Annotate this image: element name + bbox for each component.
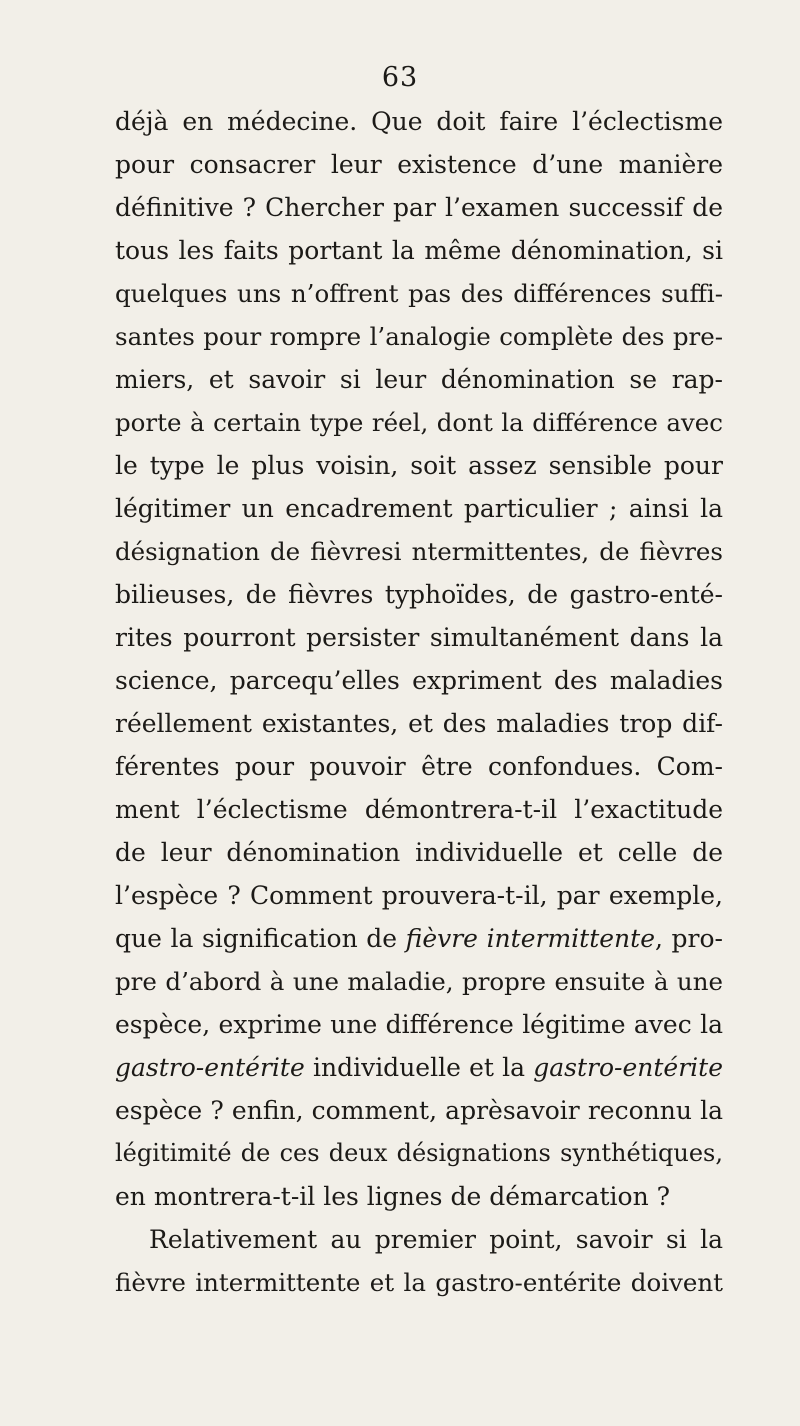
text-segment: porte à certain type réel, dont la différence avec (115, 408, 723, 437)
italic-term: gastro-entérite (533, 1053, 723, 1082)
text-segment: Relativement au premier point, savoir si la (149, 1225, 723, 1254)
italic-term: fièvre intermittente (405, 924, 655, 953)
text-line (115, 831, 723, 874)
text-line (115, 272, 723, 315)
text-segment: désignation de fièvresi ntermittentes, de fièvres (115, 537, 723, 566)
text-line (115, 1175, 723, 1218)
text-segment: espèce, exprime une différence légitime avec la (115, 1010, 723, 1039)
text-line (115, 444, 723, 487)
text-segment: pour consacrer leur existence d’une manière (115, 150, 723, 179)
text-line (115, 788, 723, 831)
text-line (115, 401, 723, 444)
text-line (115, 573, 723, 616)
text-line (115, 874, 723, 917)
text-segment: individuelle et la (304, 1053, 534, 1082)
text-segment: ment l’éclectisme démontrera-t-il l’exactitude (115, 795, 723, 824)
text-line (115, 186, 723, 229)
text-segment: bilieuses, de fièvres typhoïdes, de gastro-enté- (115, 580, 723, 609)
text-line (115, 1218, 723, 1261)
text-line (115, 1046, 723, 1089)
text-line (115, 1089, 723, 1132)
text-segment: , pro- (655, 924, 723, 953)
text-line (115, 229, 723, 272)
text-segment: en montrera-t-il les lignes de démarcation ? (115, 1182, 671, 1211)
text-line (115, 487, 723, 530)
text-segment: pre d’abord à une maladie, propre ensuite à une (115, 967, 723, 996)
text-line (115, 315, 723, 358)
text-line (115, 143, 723, 186)
text-segment: tous les faits portant la même dénomination, si (115, 236, 723, 265)
text-line (115, 659, 723, 702)
text-segment: rites pourront persister simultanément dans la (115, 623, 723, 652)
text-line (115, 530, 723, 573)
text-segment: santes pour rompre l’analogie complète des pre- (115, 322, 723, 351)
text-line (115, 960, 723, 1003)
text-segment: de leur dénomination individuelle et celle de (115, 838, 723, 867)
text-line (115, 745, 723, 788)
text-line (115, 616, 723, 659)
text-segment: fièvre intermittente et la gastro-entérite doivent (115, 1268, 723, 1297)
text-line (115, 917, 723, 960)
text-segment: que la signification de (115, 924, 406, 953)
text-segment: le type le plus voisin, soit assez sensible pour (115, 451, 723, 480)
body-text (115, 100, 723, 1304)
text-segment: réellement existantes, et des maladies trop dif- (115, 709, 723, 738)
text-segment: légitimité de ces deux désignations synthétiques, (115, 1139, 723, 1167)
text-segment: science, parcequ’elles expriment des maladies (115, 666, 723, 695)
text-segment: définitive ? Chercher par l’examen successif de (115, 193, 723, 222)
text-segment: férentes pour pouvoir être confondues. Com- (115, 752, 723, 781)
text-segment: miers, et savoir si leur dénomination se rap- (115, 365, 723, 394)
italic-term: gastro-entérite (115, 1053, 305, 1082)
text-segment: déjà en médecine. Que doit faire l’éclectisme (115, 107, 723, 136)
text-segment: légitimer un encadrement particulier ; ainsi la (115, 494, 723, 523)
text-segment: quelques uns n’offrent pas des différences suffi- (115, 279, 723, 308)
text-line (115, 358, 723, 401)
text-line (115, 1132, 723, 1175)
text-line (115, 702, 723, 745)
text-segment: l’espèce ? Comment prouvera-t-il, par exemple, (115, 881, 723, 910)
text-line (115, 1261, 723, 1304)
text-line (115, 1003, 723, 1046)
text-segment: espèce ? enfin, comment, aprèsavoir reconnu la (115, 1096, 723, 1125)
page-number: 63 (381, 62, 419, 93)
text-line (115, 100, 723, 143)
